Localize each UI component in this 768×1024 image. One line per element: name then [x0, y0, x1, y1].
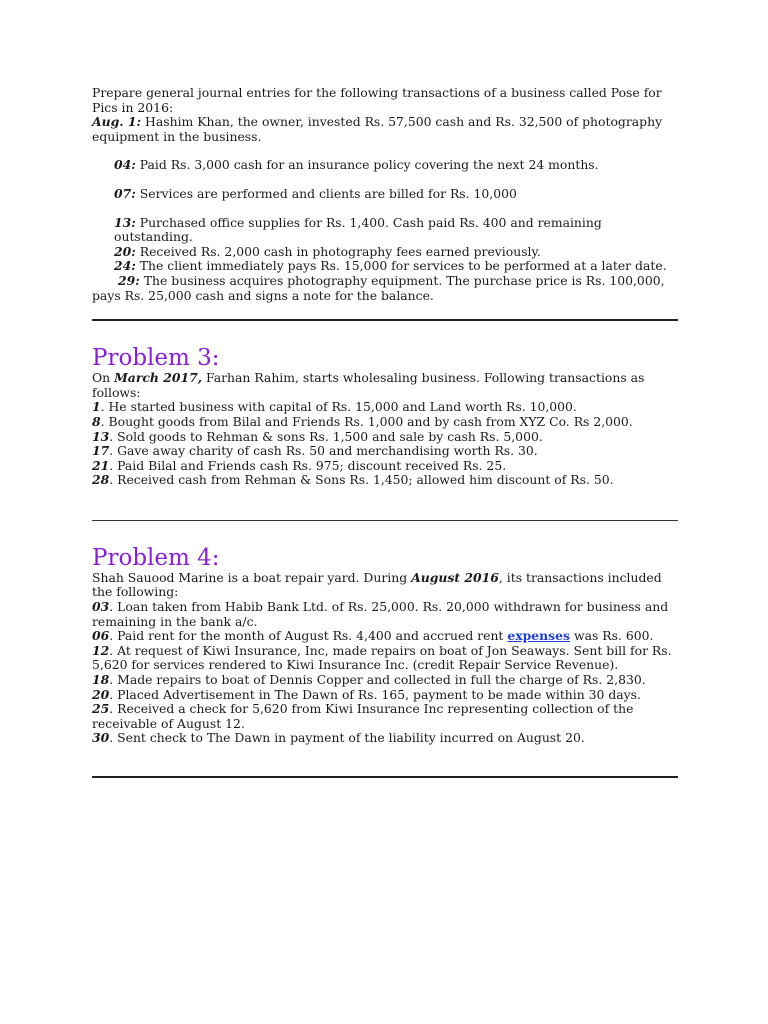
- item-text: . Received cash from Rehman & Sons Rs. 1,450; allowed him discount of Rs. 50.: [109, 472, 614, 488]
- problem-3-item: [92, 400, 678, 415]
- lead-text: , its transactions included the following:: [92, 569, 662, 600]
- intro-item: [92, 274, 678, 303]
- item-text: The business acquires photography equipment. The purchase price is Rs. 100,000, pays Rs. 25,000 cash and signs a note for the balance.: [92, 272, 665, 303]
- item-text: . Loan taken from Habib Bank Ltd. of Rs. 25,000. Rs. 20,000 withdrawn for business and remaining in the bank a/c.: [92, 599, 669, 629]
- intro-item: [92, 158, 678, 173]
- intro-item: [92, 187, 678, 202]
- intro-item: [92, 259, 678, 274]
- item-text: . Made repairs to boat of Dennis Copper and collected in full the charge of Rs. 2,830.: [109, 672, 646, 688]
- item-date: 28: [92, 472, 110, 488]
- item-date: 21: [92, 457, 110, 473]
- item-date: 29:: [118, 272, 140, 288]
- item-text: Hashim Khan, the owner, invested Rs. 57,500 cash and Rs. 32,500 of photography equipment in the business.: [92, 114, 663, 144]
- item-date: 24:: [114, 258, 136, 274]
- problem-3-item: [92, 473, 678, 488]
- problem-3-title: Problem 3:: [92, 345, 220, 372]
- item-date: 03: [92, 599, 110, 615]
- document-page: [92, 86, 678, 778]
- problem-4-item: [92, 629, 678, 644]
- item-text: Paid Rs. 3,000 cash for an insurance policy covering the next 24 months.: [135, 157, 599, 173]
- item-date: Aug. 1:: [92, 114, 142, 130]
- problem-3-item: [92, 459, 678, 474]
- item-text: Services are performed and clients are billed for Rs. 10,000: [135, 185, 517, 201]
- problem-3-lead: [92, 371, 678, 400]
- item-date: 07:: [114, 185, 136, 201]
- item-date: 20:: [114, 243, 136, 259]
- item-text: . Received a check for 5,620 from Kiwi Insurance Inc representing collection of the receivable of August 12.: [92, 701, 634, 731]
- item-date: 13:: [114, 214, 136, 230]
- item-text: . Gave away charity of cash Rs. 50 and merchandising worth Rs. 30.: [109, 443, 538, 459]
- intro-text: Prepare general journal entries for the following transactions of a business called Pose for Pics in 2016:: [92, 85, 662, 115]
- item-text: . Bought goods from Bilal and Friends Rs. 1,000 and by cash from XYZ Co. Rs 2,000.: [100, 413, 633, 429]
- item-text: Purchased office supplies for Rs. 1,400. Cash paid Rs. 400 and remaining outstanding.: [114, 214, 602, 245]
- problem-3-item: [92, 444, 678, 459]
- expenses-link[interactable]: expenses: [507, 628, 571, 644]
- problem-4-title: Problem 4:: [92, 544, 220, 571]
- item-text: . Paid rent for the month of August Rs. 4,400 and accrued rent: [109, 628, 508, 644]
- item-date: 30: [92, 730, 110, 746]
- intro-item: [92, 115, 678, 144]
- item-date: 8: [92, 413, 101, 429]
- problem-4-item: [92, 673, 678, 688]
- item-text: . He started business with capital of Rs. 15,000 and Land worth Rs. 10,000.: [100, 399, 577, 415]
- lead-text: Farhan Rahim, starts wholesaling business. Following transactions as follows:: [92, 370, 645, 400]
- problem-3-item: [92, 415, 678, 430]
- item-date: 20: [92, 686, 110, 702]
- problem-3-item: [92, 430, 678, 445]
- problem-4-item: [92, 688, 678, 703]
- problem-4-item: [92, 600, 678, 629]
- item-date: 1: [92, 399, 101, 415]
- item-date: 06: [92, 628, 110, 644]
- item-text: was Rs. 600.: [570, 628, 654, 644]
- lead-date: August 2016: [411, 569, 499, 585]
- item-text: . Sold goods to Rehman & sons Rs. 1,500 and sale by cash Rs. 5,000.: [109, 428, 543, 444]
- item-text: . Sent check to The Dawn in payment of the liability incurred on August 20.: [109, 730, 585, 746]
- item-date: 18: [92, 672, 110, 688]
- item-text: . At request of Kiwi Insurance, Inc, made repairs on boat of Jon Seaways. Sent bill for Rs. 5,620 for services rendered to Kiwi Insurance Inc. (credit Repair Service Revenue).: [92, 642, 672, 673]
- item-text: . Placed Advertisement in The Dawn of Rs. 165, payment to be made within 30 days.: [109, 686, 641, 702]
- problem-4-item: [92, 702, 678, 731]
- problem-4-item: [92, 731, 678, 746]
- section-divider: [92, 776, 678, 778]
- problem-4-lead: [92, 571, 678, 600]
- item-date: 25: [92, 701, 110, 717]
- lead-text: Shah Sauood Marine is a boat repair yard. During: [92, 569, 412, 585]
- item-text: . Paid Bilal and Friends cash Rs. 975; discount received Rs. 25.: [109, 457, 507, 473]
- item-text: Received Rs. 2,000 cash in photography fees earned previously.: [135, 243, 541, 259]
- intro-item: [92, 245, 678, 260]
- lead-date: March 2017,: [114, 370, 203, 386]
- item-text: The client immediately pays Rs. 15,000 for services to be performed at a later date.: [135, 258, 667, 274]
- problem-4-item: [92, 644, 678, 673]
- item-date: 12: [92, 642, 110, 658]
- lead-text: On: [92, 370, 115, 386]
- item-date: 17: [92, 443, 110, 459]
- intro-item: [92, 216, 678, 245]
- item-date: 04:: [114, 157, 136, 173]
- item-date: 13: [92, 428, 110, 444]
